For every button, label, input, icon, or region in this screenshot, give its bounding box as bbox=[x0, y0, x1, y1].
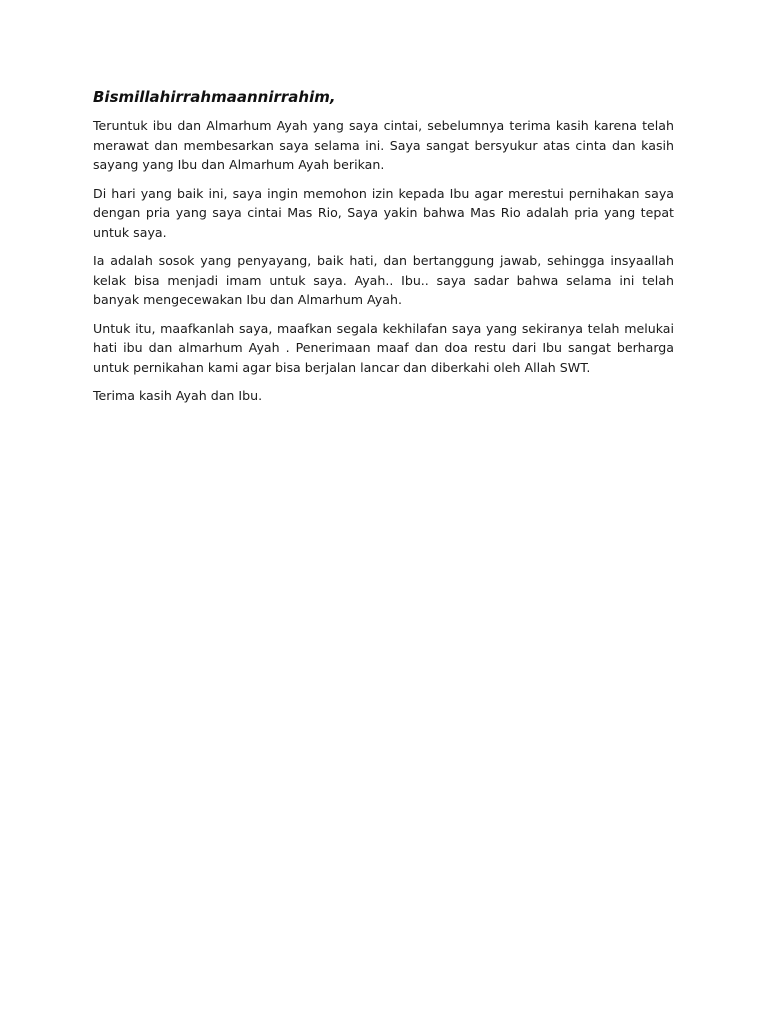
paragraph-gratitude: Teruntuk ibu dan Almarhum Ayah yang saya cintai, sebelumnya terima kasih karena telah merawat dan membesarkan saya selama ini. Saya sangat bersyukur atas cinta dan kasih sayang yang Ibu dan Almarhum Ayah berikan. bbox=[93, 118, 674, 172]
document-body bbox=[93, 86, 674, 415]
greeting-heading: Bismillahirrahmaannirrahim, bbox=[93, 88, 336, 106]
paragraph-closing: Terima kasih Ayah dan Ibu. bbox=[93, 388, 263, 403]
paragraph-description: Ia adalah sosok yang penyayang, baik hati, dan bertanggung jawab, sehingga insyaallah kelak bisa menjadi imam untuk saya. Ayah.. Ibu.. saya sadar bahwa selama ini telah banyak mengecewakan Ibu dan Almarhum Ayah. bbox=[93, 253, 674, 307]
paragraph-request: Di hari yang baik ini, saya ingin memohon izin kepada Ibu agar merestui pernihakan saya dengan pria yang saya cintai Mas Rio, Saya yakin bahwa Mas Rio adalah pria yang tepat untuk saya. bbox=[93, 185, 674, 240]
paragraph-apology: Untuk itu, maafkanlah saya, maafkan segala kekhilafan saya yang sekiranya telah melukai hati ibu dan almarhum Ayah . Penerimaan maaf dan doa restu dari Ibu sangat berharga untuk pernikahan kami agar bisa berjalan lancar dan diberkahi oleh Allah SWT. bbox=[93, 320, 674, 375]
